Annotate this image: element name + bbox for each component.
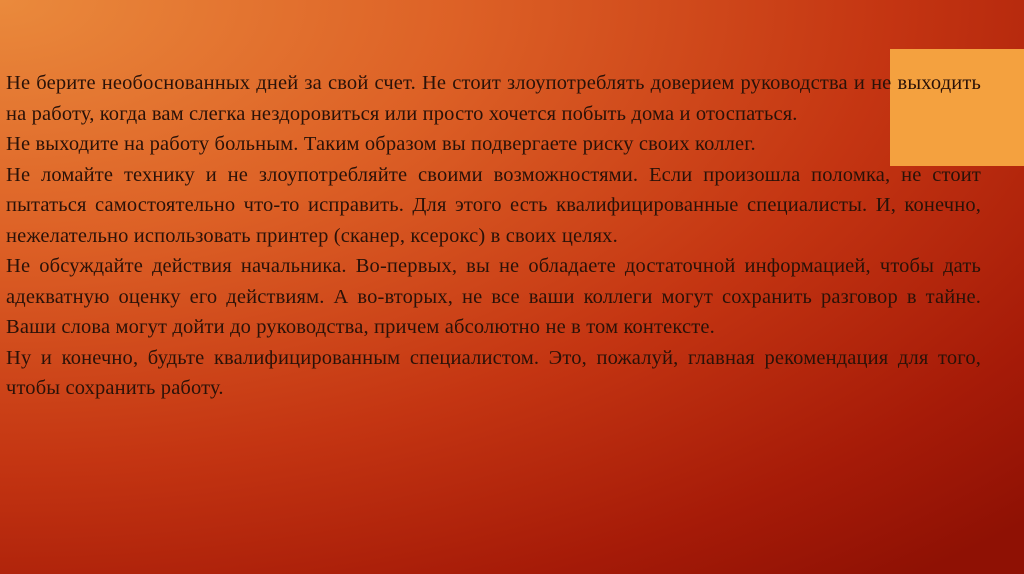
paragraph-dont-work-sick: Не выходите на работу больным. Таким образом вы подвергаете риску своих коллег. bbox=[6, 133, 756, 155]
paragraph-equipment-use: Не ломайте технику и не злоупотребляйте своими возможностями. Если произошла поломка, не стоит пытаться самостоятельно что-то исправить. Для этого есть квалифицированные специалисты. И, конечно, нежелательно использовать принтер (сканер, ксерокс) в своих целях. bbox=[6, 163, 981, 247]
paragraph-unjustified-days-off: Не берите необоснованных дней за свой счет. Не стоит злоупотреблять доверием руководства и не выходить на работу, когда вам слегка нездоровиться или просто хочется побыть дома и отоспаться. bbox=[6, 72, 981, 125]
paragraph-be-qualified: Ну и конечно, будьте квалифицированным специалистом. Это, пожалуй, главная рекомендация для того, чтобы сохранить работу. bbox=[6, 346, 981, 399]
slide-body-text bbox=[6, 68, 981, 404]
paragraph-dont-discuss-boss: Не обсуждайте действия начальника. Во-первых, вы не обладаете достаточной информацией, чтобы дать адекватную оценку его действиям. А во-вторых, не все ваши коллеги могут сохранить разговор в тайне. Ваши слова могут дойти до руководства, причем абсолютно не в том контексте. bbox=[6, 255, 981, 338]
